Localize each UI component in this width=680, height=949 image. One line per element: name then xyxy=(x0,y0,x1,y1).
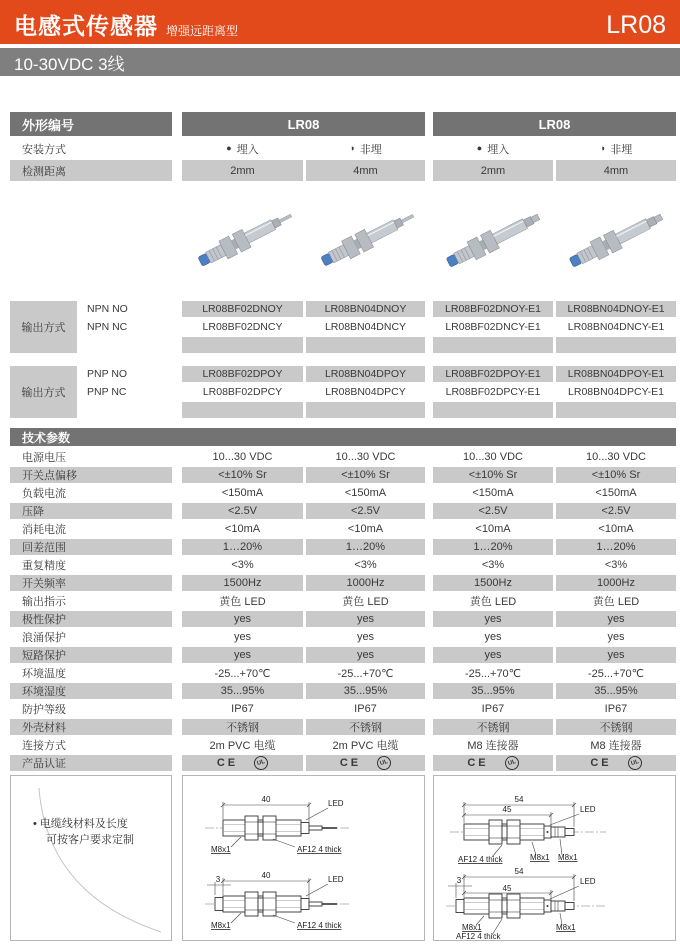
series-header-2: LR08 xyxy=(433,112,676,136)
mount-text: 非埋 xyxy=(359,143,382,156)
thread-label: M8x1 xyxy=(211,845,231,854)
param-value: M8 连接器 xyxy=(590,740,642,752)
product-photo-3 xyxy=(433,184,553,296)
certification-cell xyxy=(433,755,553,771)
drawing-connector-flush xyxy=(450,795,606,864)
tech-row-voltage-drop xyxy=(10,502,676,520)
ul-mark-icon xyxy=(253,755,270,772)
tech-row-current-consumption xyxy=(10,520,676,538)
param-value: -25...+70℃ xyxy=(464,667,522,680)
output-type: NPN NC xyxy=(87,321,128,333)
part-number: LR08BF02DNOY xyxy=(182,301,303,317)
dim-3: 3 xyxy=(456,876,462,885)
param-value: yes xyxy=(556,647,676,663)
empty-cell xyxy=(433,402,553,418)
mount-value xyxy=(182,141,303,157)
part-number: LR08BF02DNCY xyxy=(202,321,283,333)
model-code: LR08 xyxy=(606,11,666,39)
param-value: 黄色 LED xyxy=(469,596,517,608)
distance-value: 2mm xyxy=(182,160,303,181)
semi-flush-icon: ◑ xyxy=(349,143,355,153)
param-value: yes xyxy=(484,631,502,643)
param-value: IP67 xyxy=(604,703,628,715)
cable-note xyxy=(33,816,134,848)
wrench-label: AF12 4 thick xyxy=(458,855,503,864)
sensor-photo-cable xyxy=(183,184,303,296)
param-value: IP67 xyxy=(481,703,505,715)
tech-row-protection-rating xyxy=(10,700,676,718)
page-title: 电感式传感器 xyxy=(14,13,158,39)
flush-icon: ● xyxy=(226,143,232,153)
ce-mark-icon: CE xyxy=(216,757,239,769)
param-value: yes xyxy=(306,611,425,627)
param-value: 10...30 VDC xyxy=(463,451,523,463)
param-value: 1000Hz xyxy=(306,575,425,591)
footer-boxes xyxy=(10,775,676,941)
part-number: LR08BF02DNCY-E1 xyxy=(445,321,541,333)
empty-cell xyxy=(556,402,676,418)
dimension-box-connector xyxy=(433,775,676,941)
param-value: 35...95% xyxy=(306,683,425,699)
dim-54: 54 xyxy=(514,867,524,876)
mount-row xyxy=(10,138,676,159)
param-value: yes xyxy=(306,647,425,663)
sensor-photo-cable xyxy=(306,184,425,296)
part-number: LR08BF02DNOY-E1 xyxy=(433,301,553,317)
param-value: 不锈钢 xyxy=(182,719,303,735)
empty-cell xyxy=(306,402,425,418)
thread-label: M8x1 xyxy=(530,853,550,862)
dim-45: 45 xyxy=(502,884,512,893)
param-value: <10mA xyxy=(475,523,511,535)
mount-value xyxy=(556,141,676,157)
param-value: <3% xyxy=(231,559,254,571)
param-value: 1…20% xyxy=(556,539,676,555)
note-line-2: 可按客户要求定制 xyxy=(46,834,134,846)
param-value: 35...95% xyxy=(433,683,553,699)
param-value: <10mA xyxy=(598,523,634,535)
param-value: 不锈钢 xyxy=(306,719,425,735)
semi-flush-icon: ◑ xyxy=(599,143,606,153)
ul-letters: UL xyxy=(630,759,640,767)
param-value: 黄色 LED xyxy=(342,596,389,608)
part-number: LR08BF02DPCY xyxy=(202,386,283,398)
sensor-photo-connector xyxy=(433,184,553,296)
part-number: LR08BN04DPOY-E1 xyxy=(556,366,676,382)
part-number: LR08BF02DPOY-E1 xyxy=(433,366,553,382)
param-label: 回差范围 xyxy=(10,539,172,555)
part-number: LR08BN04DPOY xyxy=(306,366,425,382)
connector-thread-label: M8x1 xyxy=(558,853,578,862)
ul-mark-icon xyxy=(376,755,393,772)
param-label: 环境湿度 xyxy=(10,683,172,699)
tech-row-polarity-protection xyxy=(10,610,676,628)
param-value: 1000Hz xyxy=(556,575,676,591)
param-value: yes xyxy=(182,611,303,627)
drawing-connector-nonflush xyxy=(446,867,606,940)
tech-row-repeatability xyxy=(10,556,676,574)
tech-row-short-circuit-protection xyxy=(10,646,676,664)
param-value: <±10% Sr xyxy=(556,467,676,483)
ce-mark-icon: CE xyxy=(339,757,362,769)
empty-cell xyxy=(433,337,553,353)
param-value: <2.5V xyxy=(433,503,553,519)
output-mode-label: 输出方式 xyxy=(10,366,77,418)
param-value: 1…20% xyxy=(306,539,425,555)
distance-value: 4mm xyxy=(556,160,676,181)
mount-text: 埋入 xyxy=(236,143,259,156)
param-value: 1500Hz xyxy=(433,575,553,591)
part-number: LR08BF02DPCY-E1 xyxy=(445,386,541,398)
tech-table xyxy=(10,448,676,772)
mount-value xyxy=(306,141,425,157)
tech-row-ambient-humidity xyxy=(10,682,676,700)
wrench-label: AF12 4 thick xyxy=(297,921,342,930)
param-value: yes xyxy=(607,631,625,643)
output-type: PNP NO xyxy=(87,368,128,380)
dim-40: 40 xyxy=(261,795,271,804)
dim-3: 3 xyxy=(215,875,221,884)
empty-cell xyxy=(182,337,303,353)
part-number: LR08BN04DPCY-E1 xyxy=(568,386,664,398)
param-value: 35...95% xyxy=(182,683,303,699)
ul-letters: UL xyxy=(507,759,517,767)
output-mode-label: 输出方式 xyxy=(10,301,77,353)
ul-mark-icon xyxy=(626,755,643,772)
tech-row-hysteresis xyxy=(10,538,676,556)
thread-label: M8x1 xyxy=(462,923,482,932)
param-value: yes xyxy=(433,647,553,663)
part-number: LR08BN04DNOY xyxy=(306,301,425,317)
param-value: 黄色 LED xyxy=(592,596,640,608)
param-label: 连接方式 xyxy=(22,740,66,752)
param-label: 负载电流 xyxy=(22,488,66,500)
param-value: 黄色 LED xyxy=(219,596,266,608)
product-photo-4 xyxy=(556,184,676,296)
part-number: LR08BN04DNCY-E1 xyxy=(567,321,665,333)
bullet-icon: • xyxy=(33,818,37,830)
tech-row-certification xyxy=(10,754,676,772)
tech-row-switching-frequency xyxy=(10,574,676,592)
param-value: 2m PVC 电缆 xyxy=(209,740,276,752)
param-value: 1…20% xyxy=(182,539,303,555)
distance-value: 4mm xyxy=(306,160,425,181)
datasheet-body xyxy=(10,112,676,941)
drawing-cable-nonflush xyxy=(205,871,351,930)
wrench-label: AF12 4 thick xyxy=(456,932,501,940)
tech-row-surge-protection xyxy=(10,628,676,646)
param-value: <±10% Sr xyxy=(433,467,553,483)
distance-label: 检测距离 xyxy=(10,160,172,181)
param-value: M8 连接器 xyxy=(467,740,519,752)
param-value: 1…20% xyxy=(433,539,553,555)
product-photo-2 xyxy=(306,184,425,296)
param-value: <2.5V xyxy=(556,503,676,519)
ul-letters: UL xyxy=(379,759,389,767)
mount-text: 非埋 xyxy=(610,143,633,156)
mount-value xyxy=(433,141,553,157)
led-label: LED xyxy=(328,799,344,808)
part-number: LR08BN04DNOY-E1 xyxy=(556,301,676,317)
ce-mark-icon: CE xyxy=(590,757,612,769)
param-value: -25...+70℃ xyxy=(214,667,271,680)
wrench-label: AF12 4 thick xyxy=(297,845,342,854)
param-value: 1500Hz xyxy=(182,575,303,591)
product-photo-1 xyxy=(182,184,303,296)
param-label: 消耗电流 xyxy=(22,524,66,536)
param-value: <±10% Sr xyxy=(306,467,425,483)
decorative-arc xyxy=(11,776,171,940)
certification-cell xyxy=(556,755,676,771)
param-value: 10...30 VDC xyxy=(212,451,273,463)
note-box xyxy=(10,775,172,941)
param-value: <150mA xyxy=(595,487,637,499)
led-label: LED xyxy=(580,877,596,886)
tech-row-output-indicator xyxy=(10,592,676,610)
param-value: -25...+70℃ xyxy=(587,667,645,680)
param-value: <3% xyxy=(604,559,628,571)
param-value: IP67 xyxy=(354,703,377,715)
param-value: IP67 xyxy=(231,703,254,715)
page-header xyxy=(0,0,680,44)
param-value: <±10% Sr xyxy=(182,467,303,483)
param-value: 10...30 VDC xyxy=(335,451,396,463)
param-value: yes xyxy=(356,631,375,643)
param-label: 短路保护 xyxy=(10,647,172,663)
page-subtitle: 增强远距离型 xyxy=(166,23,239,38)
distance-value: 2mm xyxy=(433,160,553,181)
param-value: <150mA xyxy=(472,487,514,499)
param-label: 开关点偏移 xyxy=(10,467,172,483)
output-type: PNP NC xyxy=(87,386,127,398)
dimension-drawing-connector xyxy=(434,776,675,940)
part-number: LR08BF02DPOY xyxy=(182,366,303,382)
series-header-1: LR08 xyxy=(182,112,425,136)
param-value: yes xyxy=(182,647,303,663)
param-label: 外壳材料 xyxy=(10,719,172,735)
param-value: 10...30 VDC xyxy=(586,451,646,463)
param-value: <10mA xyxy=(224,523,261,535)
mount-text: 埋入 xyxy=(487,143,510,156)
tech-row-housing-material xyxy=(10,718,676,736)
dim-54: 54 xyxy=(514,795,524,804)
connector-thread-label: M8x1 xyxy=(556,923,576,932)
param-label: 压降 xyxy=(10,503,172,519)
tech-row-load-current xyxy=(10,484,676,502)
param-value: <150mA xyxy=(344,487,387,499)
shape-label: 外形编号 xyxy=(10,112,172,136)
tech-row-switch-point-drift xyxy=(10,466,676,484)
param-label: 防护等级 xyxy=(22,704,66,716)
tech-section-header: 技术参数 xyxy=(10,428,676,446)
param-label: 输出指示 xyxy=(22,596,66,608)
tech-row-ambient-temperature xyxy=(10,664,676,682)
part-number: LR08BN04DNCY xyxy=(324,321,407,333)
certification-cell xyxy=(306,755,425,771)
thread-label: M8x1 xyxy=(211,921,231,930)
led-label: LED xyxy=(328,875,344,884)
param-value: <3% xyxy=(354,559,377,571)
param-label: 环境温度 xyxy=(22,668,66,680)
param-value: 35...95% xyxy=(556,683,676,699)
param-value: <2.5V xyxy=(306,503,425,519)
empty-cell xyxy=(306,337,425,353)
dimension-box-cable xyxy=(182,775,425,941)
drawing-cable-flush xyxy=(205,795,351,854)
param-value: -25...+70℃ xyxy=(337,667,394,680)
param-value: 2m PVC 电缆 xyxy=(332,740,399,752)
empty-cell xyxy=(556,337,676,353)
led-label: LED xyxy=(580,805,596,814)
param-value: 不锈钢 xyxy=(556,719,676,735)
distance-row xyxy=(10,159,676,182)
tech-row-connection-type xyxy=(10,736,676,754)
param-label: 重复精度 xyxy=(22,560,66,572)
param-value: yes xyxy=(556,611,676,627)
param-label: 浪涌保护 xyxy=(22,632,66,644)
dim-45: 45 xyxy=(502,805,512,814)
param-label: 电源电压 xyxy=(22,452,66,464)
certification-cell xyxy=(182,755,303,771)
dimension-drawing-cable xyxy=(183,776,424,940)
output-type: NPN NO xyxy=(87,303,128,315)
empty-cell xyxy=(182,402,303,418)
param-value: <2.5V xyxy=(182,503,303,519)
output-table-npn xyxy=(10,301,676,353)
param-value: <150mA xyxy=(221,487,264,499)
ul-mark-icon xyxy=(503,755,520,772)
param-label: 产品认证 xyxy=(10,755,172,771)
param-label: 极性保护 xyxy=(10,611,172,627)
flush-icon: ● xyxy=(476,143,483,153)
ce-mark-icon: CE xyxy=(467,757,489,769)
param-value: yes xyxy=(433,611,553,627)
note-line-1: 电缆线材料及长度 xyxy=(39,818,128,830)
product-photos xyxy=(10,182,676,298)
param-value: 不锈钢 xyxy=(433,719,553,735)
shape-row xyxy=(10,112,676,136)
part-number: LR08BN04DPCY xyxy=(325,386,406,398)
param-label: 开关频率 xyxy=(10,575,172,591)
ul-letters: UL xyxy=(256,759,266,767)
param-value: <3% xyxy=(481,559,505,571)
mount-label: 安装方式 xyxy=(22,143,66,156)
tech-row-supply-voltage xyxy=(10,448,676,466)
sensor-photo-connector xyxy=(556,184,676,296)
dim-40: 40 xyxy=(261,871,271,880)
param-value: yes xyxy=(233,631,252,643)
param-value: <10mA xyxy=(347,523,384,535)
output-table-pnp xyxy=(10,366,676,418)
voltage-bar: 10-30VDC 3线 xyxy=(0,48,680,76)
